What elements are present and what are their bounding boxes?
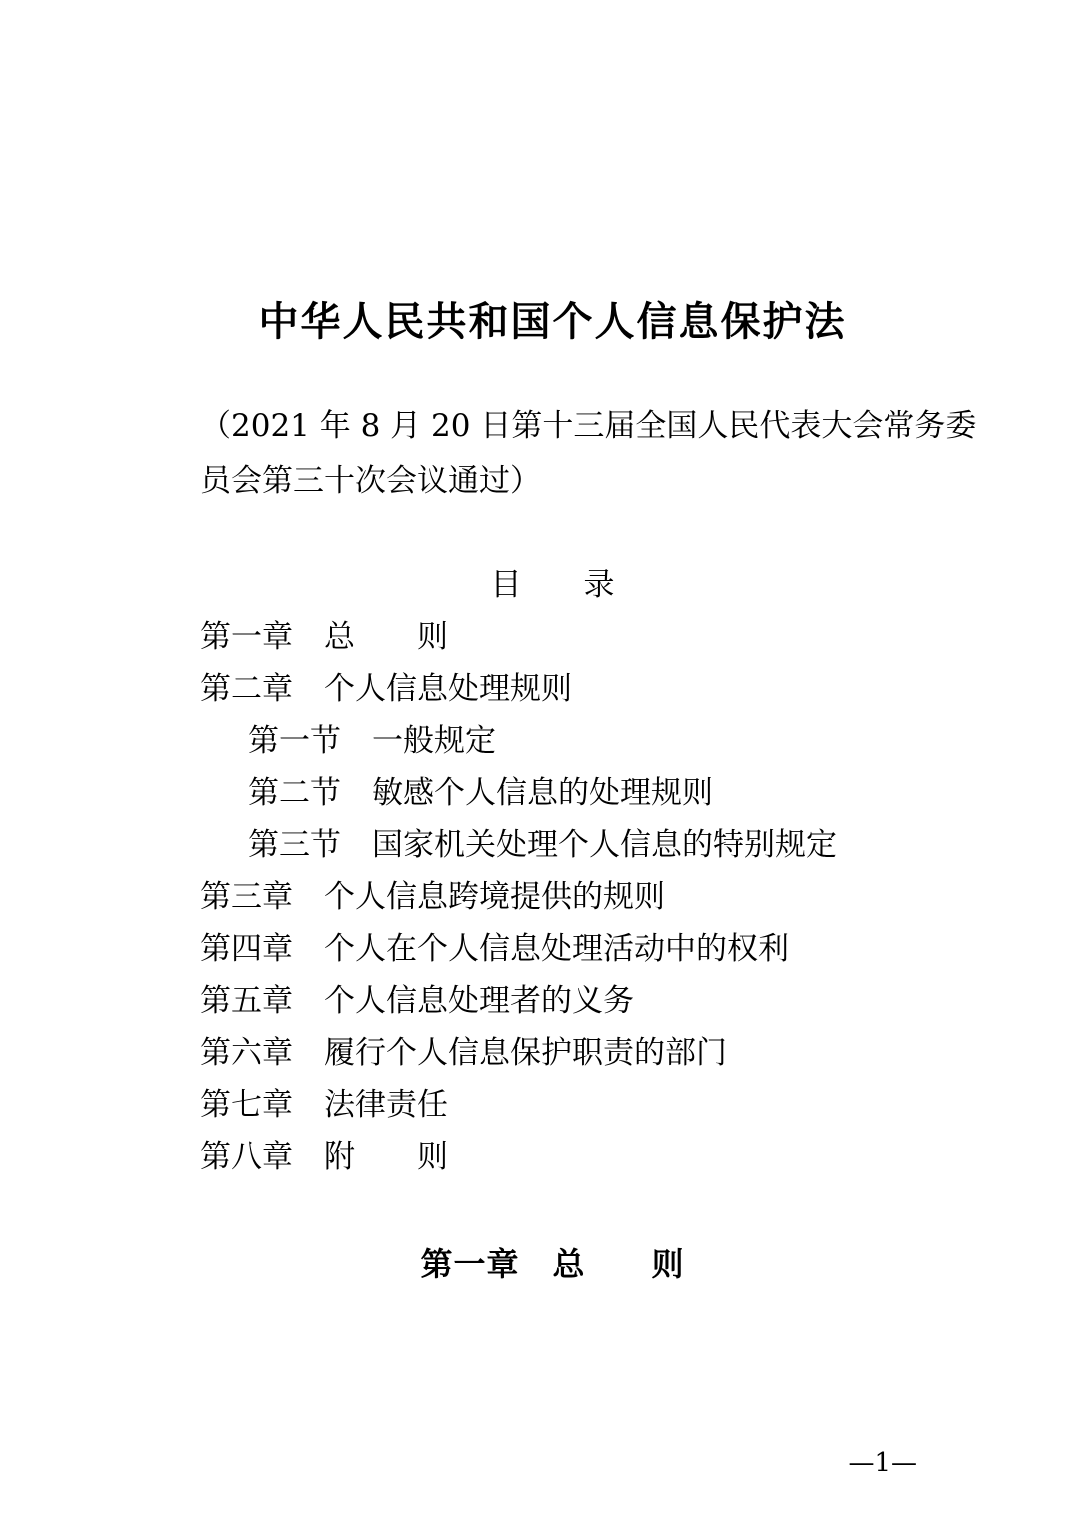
first-chapter-heading: 第一章 总 则 <box>420 1246 685 1282</box>
toc-item: 第三节 国家机关处理个人信息的特别规定 <box>248 827 837 863</box>
toc-item: 第六章 履行个人信息保护职责的部门 <box>200 1035 727 1071</box>
adoption-note-line: 员会第三十次会议通过） <box>200 463 541 499</box>
toc-item: 第二章 个人信息处理规则 <box>200 671 572 707</box>
document-title: 中华人民共和国个人信息保护法 <box>258 298 847 345</box>
toc-item: 第七章 法律责任 <box>200 1087 448 1123</box>
table-of-contents <box>200 611 940 1183</box>
toc-item: 第八章 附 则 <box>200 1139 448 1175</box>
toc-item: 第一章 总 则 <box>200 619 448 655</box>
adoption-note <box>200 399 977 509</box>
toc-item: 第三章 个人信息跨境提供的规则 <box>200 879 665 915</box>
adoption-note-line: （2021 年 8 月 20 日第十三届全国人民代表大会常务委 <box>200 408 977 444</box>
toc-item: 第二节 敏感个人信息的处理规则 <box>248 775 713 811</box>
page-number: —1— <box>848 1448 917 1478</box>
toc-item: 第五章 个人信息处理者的义务 <box>200 983 634 1019</box>
toc-item: 第一节 一般规定 <box>248 723 496 759</box>
toc-heading: 目 录 <box>490 567 615 603</box>
toc-item: 第四章 个人在个人信息处理活动中的权利 <box>200 931 789 967</box>
